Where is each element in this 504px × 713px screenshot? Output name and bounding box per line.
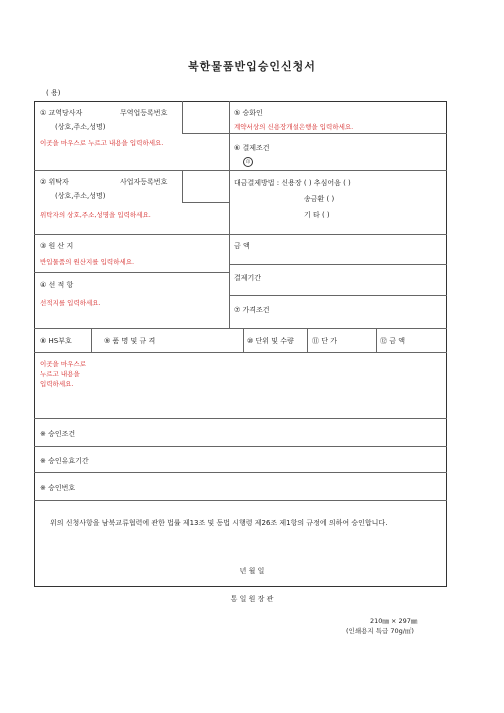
row-line: [34, 418, 447, 419]
consignee-sub-label: (상호,주소,성명): [55, 192, 106, 200]
seal-mark: 印: [243, 157, 253, 167]
hs-code-input[interactable]: 이곳을 마우스로 누르고 내용을 입력하세요.: [40, 360, 87, 388]
copies-label: ( 용): [46, 89, 61, 97]
loading-port-label: ④ 선 적 항: [40, 281, 74, 289]
col-line: [376, 328, 377, 352]
consignee-label: ② 위탁자: [40, 178, 69, 186]
row-line: [34, 272, 229, 273]
approval-number-label: ※ 승인번호: [40, 484, 76, 492]
center-divider: [229, 101, 230, 328]
payment-method-label: 대금결제방법 : 신용장 ( ) 추심어음 ( ): [234, 179, 351, 187]
form-title: 북한물품반입승인신청서: [188, 60, 316, 73]
row-line: [34, 170, 447, 171]
row-line: [34, 446, 447, 447]
col-line: [307, 328, 308, 352]
amount-label: 금 액: [234, 242, 250, 250]
unit-quantity-header: ⑩ 단위 및 수량: [247, 337, 294, 345]
trader-regno-label: 무역업등록번호: [120, 109, 168, 117]
confirm-bank-label: ⑤ 승화인: [234, 109, 263, 117]
confirm-bank-input[interactable]: 계약서상의 신용장개설은행을 입력하세요.: [234, 123, 354, 131]
paper-size-note: 210㎜ × 297㎜: [370, 617, 418, 625]
approval-validity-label: ※ 승인유효기간: [40, 457, 89, 465]
col-line: [243, 328, 244, 352]
payment-period-label: 결제기간: [234, 274, 262, 282]
regno-box-left: [182, 101, 183, 133]
consignee-input[interactable]: 위탁자의 상호,주소,성명을 입력하세요.: [40, 211, 151, 219]
row-line: [34, 352, 447, 353]
row-line: [34, 500, 447, 501]
row-line: [229, 295, 447, 296]
item-spec-header: ⑨ 품 명 및 규 격: [104, 337, 156, 345]
trader-label: ① 교역당사자: [40, 109, 83, 117]
trader-input[interactable]: 이곳을 마우스로 누르고 내용을 입력하세요.: [40, 139, 164, 147]
payment-terms-label: ⑥ 결제조건: [234, 144, 270, 152]
row-line: [229, 133, 447, 134]
regno2-box-bottom: [182, 202, 229, 203]
date-line: 년 월 일: [239, 567, 265, 575]
issuing-authority: 통 일 원 장 관: [230, 595, 274, 603]
row-line: [229, 264, 447, 265]
consignee-regno-label: 사업자등록번호: [120, 178, 168, 186]
origin-input[interactable]: 반입물품의 원산지를 입력하세요.: [40, 258, 135, 266]
total-amount-header: ⑫ 금 액: [380, 337, 405, 345]
row-line: [34, 472, 447, 473]
row-line: [34, 234, 447, 235]
paper-type-note: (인쇄용지 특급 70g/㎡): [346, 627, 414, 635]
col-line: [91, 328, 92, 352]
price-terms-label: ⑦ 가격조건: [234, 306, 270, 314]
loading-port-input[interactable]: 선적지를 입력하세요.: [40, 299, 101, 307]
regno-box-bottom: [182, 133, 229, 134]
remittance-label: 송금환 ( ): [304, 195, 335, 203]
hs-code-header: ⑧ HS부호: [40, 337, 72, 345]
other-method-label: 기 타 ( ): [304, 211, 330, 219]
regno2-box-left: [182, 170, 183, 202]
approval-statement: 위의 신청사항을 남북교류협력에 관한 법률 제13조 및 동법 시행령 제26조 제1항의 규정에 의하여 승인합니다.: [50, 519, 388, 527]
origin-label: ③ 원 산 지: [40, 242, 74, 250]
approval-conditions-label: ※ 승인조건: [40, 430, 76, 438]
row-line: [34, 328, 447, 329]
trader-sub-label: (상호,주소,성명): [55, 123, 106, 131]
unit-price-header: ⑪ 단 가: [312, 337, 337, 345]
